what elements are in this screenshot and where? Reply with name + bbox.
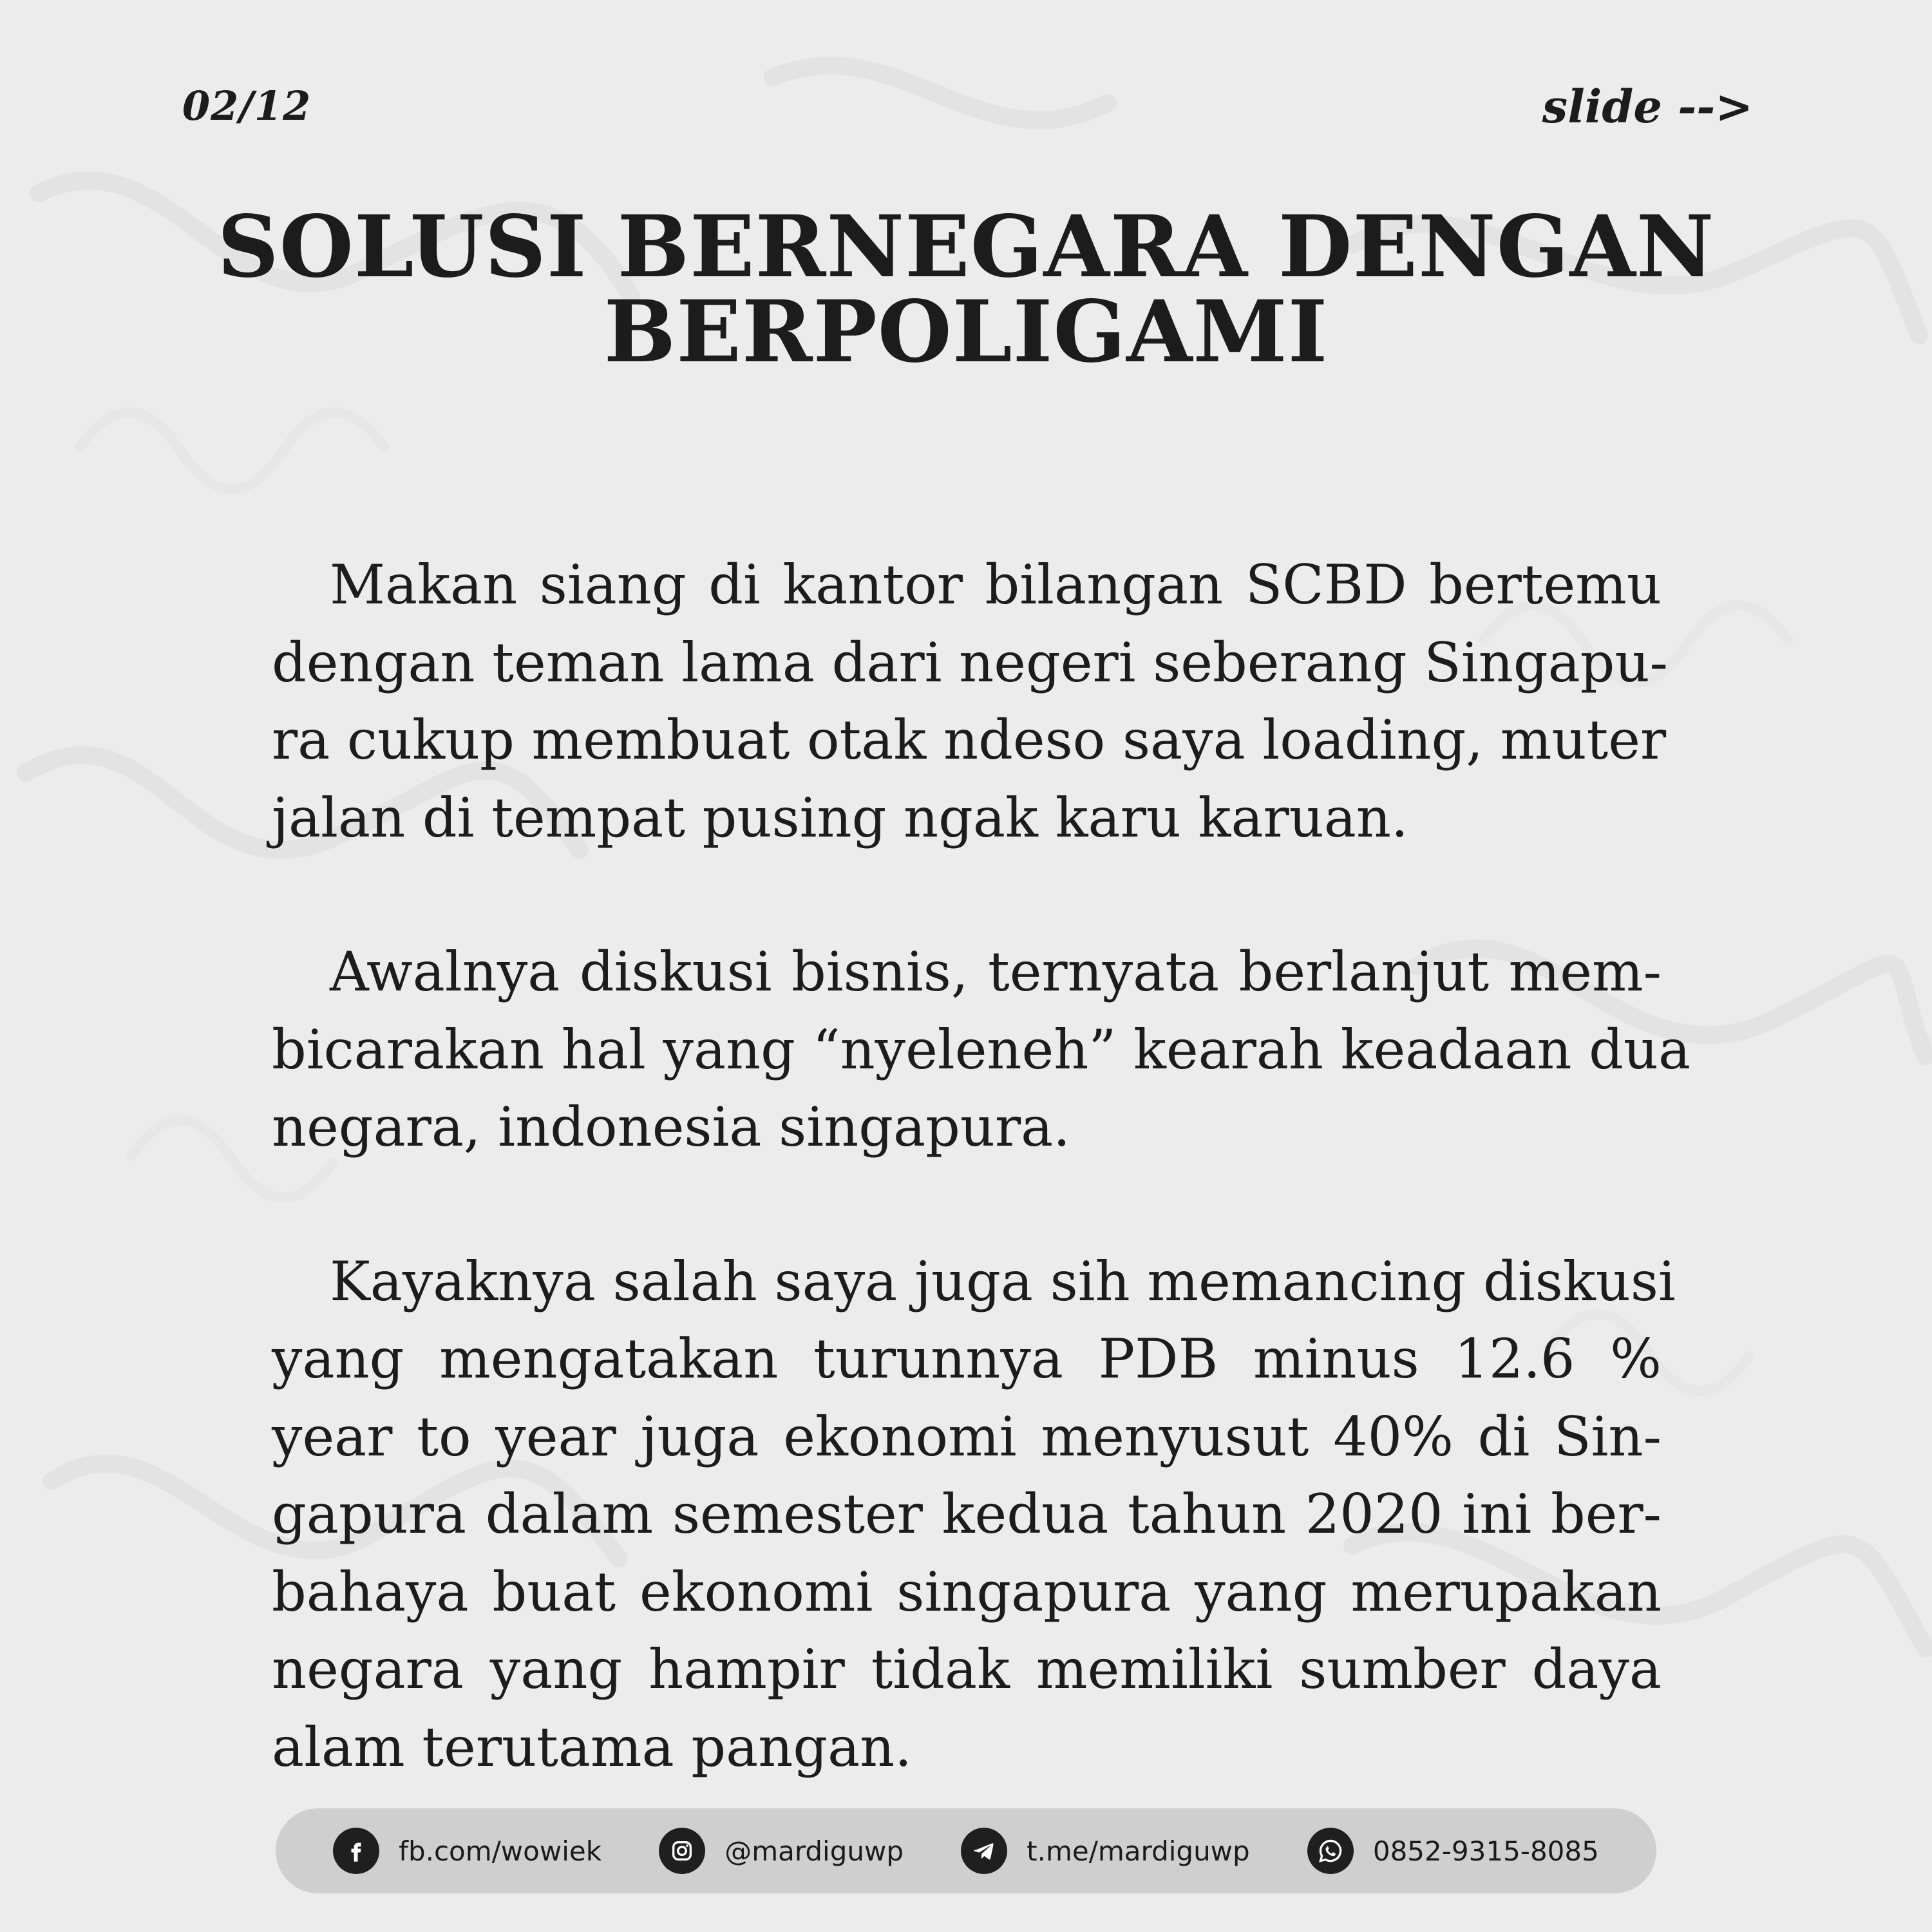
page-number: 02/12	[182, 82, 312, 129]
paragraph-line: gapura dalam semester kedua tahun 2020 ini ber-	[272, 1482, 1662, 1546]
contact-whatsapp-text: 0852-9315-8085	[1372, 1835, 1599, 1867]
slide-next-hint[interactable]: slide -->	[1542, 80, 1753, 133]
contact-facebook-text: fb.com/wowiek	[399, 1835, 602, 1867]
contact-telegram[interactable]	[961, 1828, 1250, 1874]
paragraph-line: dengan teman lama dari negeri seberang Singapu-	[272, 630, 1668, 694]
instagram-icon	[659, 1828, 705, 1874]
contact-instagram[interactable]	[659, 1828, 904, 1874]
title-line-2: BERPOLIGAMI	[603, 282, 1329, 382]
title-line-1: SOLUSI BERNEGARA DENGAN	[217, 197, 1715, 297]
contact-facebook[interactable]	[333, 1828, 601, 1874]
paragraph-1	[272, 546, 1668, 857]
page-title	[193, 197, 1739, 382]
contact-instagram-text: @mardiguwp	[724, 1835, 904, 1867]
paragraph-line: bicarakan hal yang “nyeleneh” kearah keadaan dua	[272, 1018, 1691, 1081]
paragraph-line: Awalnya diskusi bisnis, ternyata berlanjut mem-	[330, 940, 1662, 1003]
whatsapp-icon	[1307, 1828, 1354, 1874]
paragraph-line: ra cukup membuat otak ndeso saya loading, muter	[272, 708, 1667, 772]
paragraph-2	[272, 933, 1691, 1166]
paragraph-line: yang mengatakan turunnya PDB minus 12.6 %	[272, 1327, 1662, 1390]
facebook-icon	[333, 1828, 379, 1874]
paragraph-line: Kayaknya salah saya juga sih memancing diskusi	[330, 1249, 1676, 1313]
paragraph-line: year to year juga ekonomi menyusut 40% di Sin-	[272, 1405, 1662, 1468]
paragraph-line: negara, indonesia singapura.	[272, 1095, 1070, 1159]
paragraph-line: alam terutama pangan.	[272, 1715, 912, 1779]
paragraph-line: bahaya buat ekonomi singapura yang merupakan	[272, 1560, 1662, 1624]
contact-whatsapp[interactable]	[1307, 1828, 1599, 1874]
paragraph-3	[272, 1243, 1676, 1786]
paragraph-line: Makan siang di kantor bilangan SCBD bertemu	[330, 553, 1662, 616]
paragraph-line: negara yang hampir tidak memiliki sumber daya	[272, 1638, 1662, 1701]
contact-footer	[276, 1808, 1656, 1893]
telegram-icon	[961, 1828, 1007, 1874]
paragraph-line: jalan di tempat pusing ngak karu karuan.	[272, 786, 1408, 849]
contact-telegram-text: t.me/mardiguwp	[1027, 1835, 1250, 1867]
article-body	[272, 546, 1691, 1862]
